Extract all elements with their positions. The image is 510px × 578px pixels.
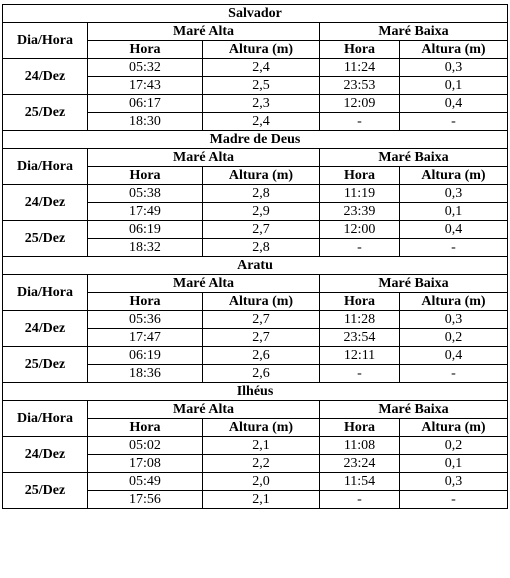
- dia-hora-header: Dia/Hora: [3, 149, 88, 185]
- high-altura-header: Altura (m): [203, 167, 320, 185]
- low-altura-header: Altura (m): [400, 167, 508, 185]
- table-row: [3, 311, 508, 329]
- table-row: [3, 437, 508, 455]
- low-tide-height: 0,2: [400, 329, 508, 347]
- high-tide-time: 06:19: [88, 347, 203, 365]
- low-tide-height: 0,1: [400, 203, 508, 221]
- table-row: [3, 95, 508, 113]
- location-title: Ilhéus: [3, 383, 508, 401]
- low-tide-time: 11:19: [320, 185, 400, 203]
- high-altura-header: Altura (m): [203, 293, 320, 311]
- high-tide-height: 2,5: [203, 77, 320, 95]
- day-label: 25/Dez: [3, 473, 88, 509]
- table-row: [3, 59, 508, 77]
- low-tide-height: 0,4: [400, 221, 508, 239]
- high-tide-time: 17:56: [88, 491, 203, 509]
- low-tide-time: 11:54: [320, 473, 400, 491]
- location-title-row: [3, 131, 508, 149]
- high-tide-time: 05:02: [88, 437, 203, 455]
- dia-hora-header: Dia/Hora: [3, 275, 88, 311]
- high-tide-height: 2,1: [203, 491, 320, 509]
- low-hora-header: Hora: [320, 167, 400, 185]
- day-label: 24/Dez: [3, 185, 88, 221]
- high-tide-height: 2,7: [203, 311, 320, 329]
- low-tide-time: -: [320, 239, 400, 257]
- low-tide-height: -: [400, 491, 508, 509]
- low-tide-time: 11:28: [320, 311, 400, 329]
- high-hora-header: Hora: [88, 167, 203, 185]
- high-tide-height: 2,0: [203, 473, 320, 491]
- day-label: 24/Dez: [3, 311, 88, 347]
- high-tide-time: 18:32: [88, 239, 203, 257]
- high-tide-time: 06:17: [88, 95, 203, 113]
- high-hora-header: Hora: [88, 419, 203, 437]
- high-tide-height: 2,3: [203, 95, 320, 113]
- mare-baixa-header: Maré Baixa: [320, 275, 508, 293]
- low-tide-time: -: [320, 113, 400, 131]
- low-tide-time: 11:08: [320, 437, 400, 455]
- low-hora-header: Hora: [320, 41, 400, 59]
- low-tide-time: 23:24: [320, 455, 400, 473]
- low-tide-time: 23:54: [320, 329, 400, 347]
- high-tide-height: 2,9: [203, 203, 320, 221]
- location-title-row: [3, 5, 508, 23]
- mare-baixa-header: Maré Baixa: [320, 149, 508, 167]
- group-header-row: [3, 275, 508, 293]
- low-tide-time: 23:39: [320, 203, 400, 221]
- low-altura-header: Altura (m): [400, 293, 508, 311]
- table-row: [3, 221, 508, 239]
- tide-table: [2, 4, 508, 509]
- dia-hora-header: Dia/Hora: [3, 23, 88, 59]
- high-tide-time: 17:08: [88, 455, 203, 473]
- high-tide-time: 06:19: [88, 221, 203, 239]
- mare-alta-header: Maré Alta: [88, 401, 320, 419]
- location-title: Salvador: [3, 5, 508, 23]
- high-tide-height: 2,6: [203, 365, 320, 383]
- low-tide-time: 23:53: [320, 77, 400, 95]
- table-row: [3, 473, 508, 491]
- high-tide-time: 05:49: [88, 473, 203, 491]
- high-tide-time: 17:47: [88, 329, 203, 347]
- low-tide-height: 0,4: [400, 95, 508, 113]
- table-row: [3, 347, 508, 365]
- day-label: 24/Dez: [3, 59, 88, 95]
- high-tide-time: 05:36: [88, 311, 203, 329]
- low-tide-height: 0,1: [400, 455, 508, 473]
- group-header-row: [3, 149, 508, 167]
- location-title: Madre de Deus: [3, 131, 508, 149]
- low-tide-time: -: [320, 491, 400, 509]
- low-tide-height: 0,3: [400, 311, 508, 329]
- low-tide-height: 0,3: [400, 59, 508, 77]
- mare-alta-header: Maré Alta: [88, 23, 320, 41]
- high-hora-header: Hora: [88, 293, 203, 311]
- low-altura-header: Altura (m): [400, 41, 508, 59]
- day-label: 25/Dez: [3, 347, 88, 383]
- low-tide-height: 0,3: [400, 185, 508, 203]
- high-tide-height: 2,4: [203, 113, 320, 131]
- high-altura-header: Altura (m): [203, 419, 320, 437]
- high-tide-height: 2,8: [203, 239, 320, 257]
- low-hora-header: Hora: [320, 293, 400, 311]
- day-label: 25/Dez: [3, 95, 88, 131]
- high-tide-height: 2,4: [203, 59, 320, 77]
- high-tide-height: 2,7: [203, 221, 320, 239]
- low-tide-time: 12:11: [320, 347, 400, 365]
- high-hora-header: Hora: [88, 41, 203, 59]
- day-label: 25/Dez: [3, 221, 88, 257]
- low-tide-height: -: [400, 113, 508, 131]
- high-tide-height: 2,8: [203, 185, 320, 203]
- high-tide-height: 2,6: [203, 347, 320, 365]
- location-title: Aratu: [3, 257, 508, 275]
- low-tide-time: 11:24: [320, 59, 400, 77]
- high-tide-time: 05:38: [88, 185, 203, 203]
- mare-baixa-header: Maré Baixa: [320, 23, 508, 41]
- low-tide-time: -: [320, 365, 400, 383]
- location-title-row: [3, 257, 508, 275]
- low-tide-height: 0,4: [400, 347, 508, 365]
- high-tide-time: 05:32: [88, 59, 203, 77]
- high-tide-time: 18:36: [88, 365, 203, 383]
- high-tide-height: 2,7: [203, 329, 320, 347]
- low-tide-height: 0,2: [400, 437, 508, 455]
- low-altura-header: Altura (m): [400, 419, 508, 437]
- high-altura-header: Altura (m): [203, 41, 320, 59]
- low-tide-height: -: [400, 365, 508, 383]
- low-tide-height: -: [400, 239, 508, 257]
- low-hora-header: Hora: [320, 419, 400, 437]
- dia-hora-header: Dia/Hora: [3, 401, 88, 437]
- location-title-row: [3, 383, 508, 401]
- mare-alta-header: Maré Alta: [88, 149, 320, 167]
- high-tide-time: 18:30: [88, 113, 203, 131]
- high-tide-time: 17:43: [88, 77, 203, 95]
- day-label: 24/Dez: [3, 437, 88, 473]
- table-row: [3, 185, 508, 203]
- high-tide-height: 2,1: [203, 437, 320, 455]
- low-tide-time: 12:00: [320, 221, 400, 239]
- low-tide-height: 0,3: [400, 473, 508, 491]
- low-tide-height: 0,1: [400, 77, 508, 95]
- mare-baixa-header: Maré Baixa: [320, 401, 508, 419]
- low-tide-time: 12:09: [320, 95, 400, 113]
- group-header-row: [3, 401, 508, 419]
- group-header-row: [3, 23, 508, 41]
- mare-alta-header: Maré Alta: [88, 275, 320, 293]
- high-tide-time: 17:49: [88, 203, 203, 221]
- high-tide-height: 2,2: [203, 455, 320, 473]
